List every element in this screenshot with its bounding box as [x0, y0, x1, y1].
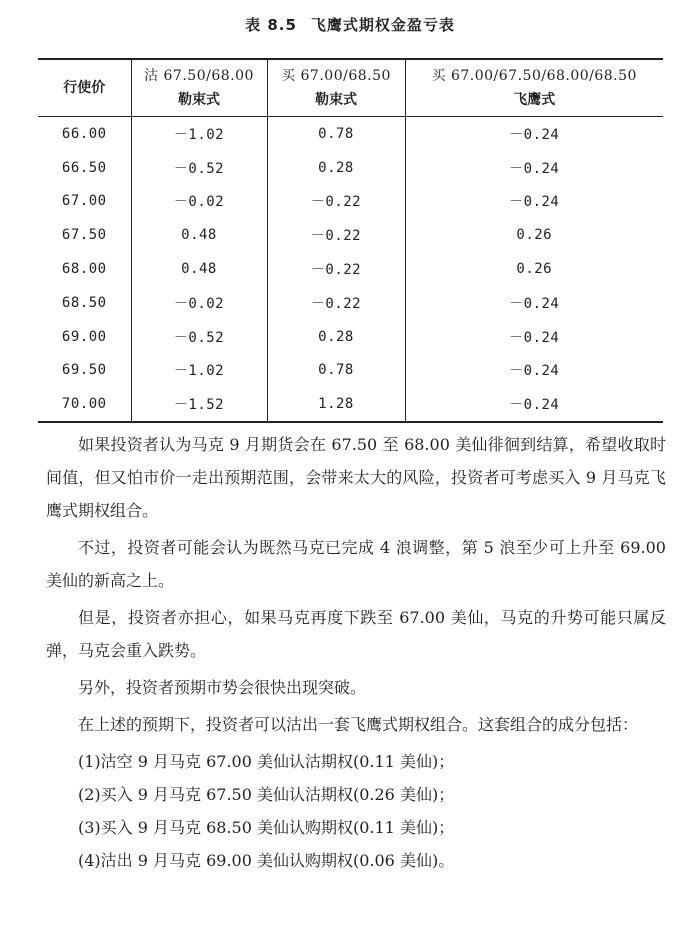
table-number: 表 8.5	[245, 16, 297, 34]
table-title: 飞鹰式期权金盈亏表	[310, 16, 455, 34]
cell-strike: 67.50	[61, 227, 107, 244]
component-item: (2)买入 9 月马克 67.50 美仙认沽期权(0.26 美仙)；	[78, 785, 455, 804]
table-row	[38, 387, 663, 422]
cell-strike: 66.00	[61, 125, 107, 142]
cell-sell-strangle: －0.52	[131, 151, 267, 185]
paragraph: 另外，投资者预期市势会很快出现突破。	[78, 678, 367, 697]
cell-sell-strangle: 0.48	[131, 252, 267, 286]
cell-condor: －0.24	[405, 354, 663, 388]
body-text	[46, 428, 666, 877]
cell-strike: 67.00	[61, 193, 107, 210]
cell-buy-strangle: －0.22	[267, 252, 405, 286]
cell-sell-strangle: －1.02	[131, 117, 267, 151]
condor-payoff-table	[38, 58, 663, 423]
header-condor-strikes: 买 67.00/67.50/68.00/68.50	[431, 68, 637, 84]
cell-sell-strangle: －1.52	[131, 387, 267, 422]
header-condor-type: 飞鹰式	[513, 92, 556, 108]
table-row	[38, 252, 663, 286]
cell-strike: 70.00	[61, 396, 107, 413]
cell-buy-strangle: 0.28	[267, 151, 405, 185]
cell-strike: 66.50	[61, 159, 107, 176]
header-sell-strangle-strikes: 沽 67.50/68.00	[144, 68, 254, 84]
cell-condor: －0.24	[405, 117, 663, 151]
header-sell-strangle	[131, 59, 267, 117]
cell-buy-strangle: －0.22	[267, 286, 405, 320]
component-item: (4)沽出 9 月马克 69.00 美仙认购期权(0.06 美仙)。	[78, 851, 455, 870]
cell-strike: 69.50	[61, 362, 107, 379]
table-caption	[0, 14, 700, 35]
header-buy-strangle-strikes: 买 67.00/68.50	[281, 68, 391, 84]
table-row	[38, 286, 663, 320]
table-row	[38, 185, 663, 219]
table-row	[38, 320, 663, 354]
table-row	[38, 117, 663, 151]
cell-sell-strangle: －0.02	[131, 286, 267, 320]
header-buy-strangle-type: 勒束式	[315, 92, 357, 108]
paragraph: 在上述的预期下，投资者可以沽出一套飞鹰式期权组合。这套组合的成分包括：	[78, 715, 639, 734]
cell-condor: 0.26	[405, 218, 663, 252]
cell-condor: －0.24	[405, 151, 663, 185]
cell-sell-strangle: －0.02	[131, 185, 267, 219]
cell-sell-strangle: 0.48	[131, 218, 267, 252]
table-row	[38, 218, 663, 252]
cell-strike: 68.50	[61, 294, 107, 311]
component-item: (1)沽空 9 月马克 67.00 美仙认沽期权(0.11 美仙)；	[78, 752, 455, 771]
component-item: (3)买入 9 月马克 68.50 美仙认购期权(0.11 美仙)；	[78, 818, 455, 837]
cell-buy-strangle: 0.28	[267, 320, 405, 354]
cell-condor: －0.24	[405, 387, 663, 422]
cell-buy-strangle: －0.22	[267, 185, 405, 219]
cell-strike: 68.00	[61, 261, 107, 278]
paragraph: 但是，投资者亦担心，如果马克再度下跌至 67.00 美仙，马克的升势可能只属反弹，马克会重入跌势。	[46, 608, 666, 660]
header-buy-strangle	[267, 59, 405, 117]
cell-sell-strangle: －1.02	[131, 354, 267, 388]
cell-buy-strangle: 0.78	[267, 117, 405, 151]
cell-buy-strangle: 1.28	[267, 387, 405, 422]
cell-buy-strangle: －0.22	[267, 218, 405, 252]
cell-strike: 69.00	[61, 328, 107, 345]
cell-condor: 0.26	[405, 252, 663, 286]
cell-sell-strangle: －0.52	[131, 320, 267, 354]
header-sell-strangle-type: 勒束式	[178, 92, 220, 108]
cell-condor: －0.24	[405, 286, 663, 320]
header-strike: 行使价	[63, 80, 106, 96]
header-condor	[405, 59, 663, 117]
paragraph: 不过，投资者可能会认为既然马克已完成 4 浪调整，第 5 浪至少可上升至 69.00 美仙的新高之上。	[46, 538, 666, 590]
cell-condor: －0.24	[405, 185, 663, 219]
table-row	[38, 354, 663, 388]
cell-condor: －0.24	[405, 320, 663, 354]
table-header-row	[38, 59, 663, 117]
cell-buy-strangle: 0.78	[267, 354, 405, 388]
paragraph: 如果投资者认为马克 9 月期货会在 67.50 至 68.00 美仙徘徊到结算，希望收取时间值，但又怕市价一走出预期范围，会带来太大的风险，投资者可考虑买入 9 月马克飞鹰式期权组合。	[46, 435, 666, 520]
table-row	[38, 151, 663, 185]
